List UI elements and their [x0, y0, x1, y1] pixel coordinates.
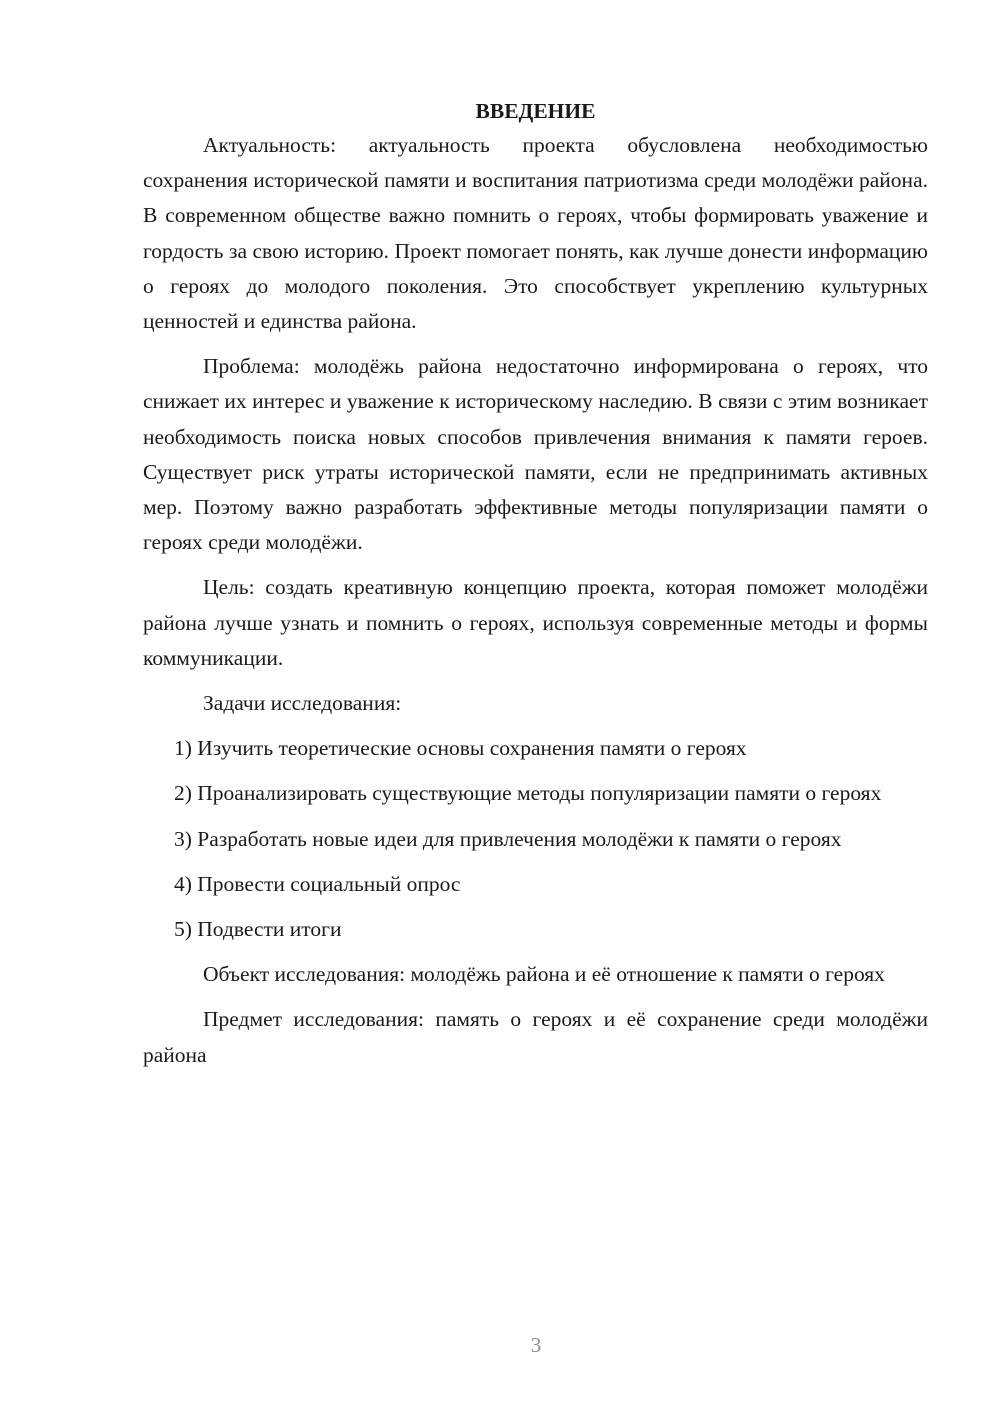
paragraph-goal: Цель: создать креативную концепцию проекта, которая поможет молодёжи района лучше узнать и помнить о героях, используя современные методы и формы коммуникации. [143, 575, 928, 670]
page-content [143, 96, 928, 1083]
tasks-heading: Задачи исследования: [203, 691, 402, 716]
paragraph-problem: Проблема: молодёжь района недостаточно информирована о героях, что снижает их интерес и уважение к историческому наследию. В связи с этим возникает необходимость поиска новых способов привлечения внимания к памяти героев. Существует риск утраты исторической памяти, если не предпринимать активных мер. Поэтому важно разработать эффективные методы популяризации памяти о героях среди молодёжи. [143, 354, 928, 555]
task-item-1: 1) Изучить теоретические основы сохранения памяти о героях [174, 736, 747, 761]
task-item-2: 2) Проанализировать существующие методы популяризации памяти о героях [174, 781, 882, 806]
task-item-3: 3) Разработать новые идеи для привлечения молодёжи к памяти о героях [174, 826, 842, 851]
page-title: ВВЕДЕНИЕ [475, 99, 596, 123]
paragraph-subject: Предмет исследования: память о героях и её сохранение среди молодёжи района [143, 1007, 928, 1067]
paragraph-object: Объект исследования: молодёжь района и её отношение к памяти о героях [203, 962, 885, 987]
task-item-5: 5) Подвести итоги [174, 917, 342, 942]
paragraph-relevance: Актуальность: актуальность проекта обусловлена необходимостью сохранения исторической памяти и воспитания патриотизма среди молодёжи района. В современном обществе важно помнить о героях, чтобы формировать уважение и гордость за свою историю. Проект помогает понять, как лучше донести информацию о героях до молодого поколения. Это способствует укреплению культурных ценностей и единства района. [143, 133, 928, 334]
task-item-4: 4) Провести социальный опрос [174, 871, 461, 896]
page-number: 3 [530, 1333, 542, 1357]
